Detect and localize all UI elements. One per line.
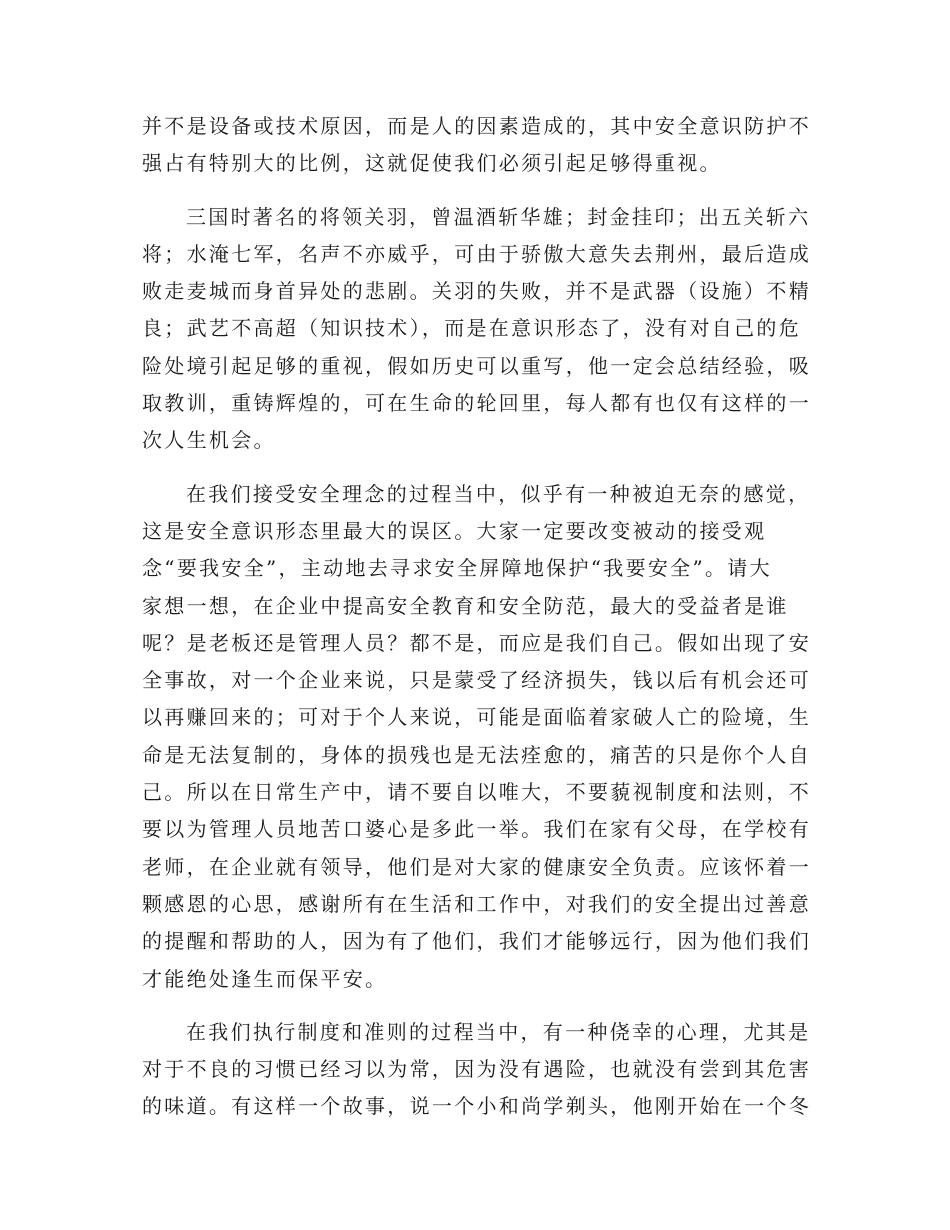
paragraph-line: 要以为管理人员地苦口婆心是多此一举。我们在家有父母，在学校有: [142, 817, 811, 842]
paragraph-line: 取教训，重铸辉煌的，可在生命的轮回里，每人都有也仅有这样的一: [142, 391, 811, 416]
paragraph-line: 三国时著名的将领关羽，曾温酒斩华雄；封金挂印；出五关斩六: [186, 204, 811, 229]
paragraph-line: 强占有特别大的比例，这就促使我们必须引起足够得重视。: [142, 151, 722, 176]
paragraph-line: 败走麦城而身首异处的悲剧。关羽的失败，并不是武器（设施）不精: [142, 279, 811, 304]
paragraph-line: 才能绝处逢生而保平安。: [142, 966, 388, 991]
paragraph-line: 的味道。有这样一个故事，说一个小和尚学剃头，他刚开始在一个冬: [142, 1094, 811, 1119]
paragraph-line: 并不是设备或技术原因，而是人的因素造成的，其中安全意识防护不: [142, 114, 811, 138]
paragraph-3: [142, 476, 811, 998]
paragraph-line: 颗感恩的心思，感谢所有在生活和工作中，对我们的安全提出过善意: [142, 891, 811, 916]
paragraph-line: 呢？是老板还是管理人员？都不是，而应是我们自己。假如出现了安: [142, 630, 811, 655]
paragraph-line: 在我们执行制度和准则的过程当中，有一种侥幸的心理，尤其是: [186, 1019, 811, 1044]
document-page: [142, 108, 811, 1142]
paragraph-4: [142, 1014, 811, 1126]
paragraph-line: 在我们接受安全理念的过程当中，似乎有一种被迫无奈的感觉，: [186, 481, 811, 506]
paragraph-line: 的提醒和帮助的人，因为有了他们，我们才能够远行，因为他们我们: [142, 929, 811, 954]
paragraph-line: 命是无法复制的，身体的损残也是无法痊愈的，痛苦的只是你个人自: [142, 742, 811, 767]
paragraph-line: 险处境引起足够的重视，假如历史可以重写，他一定会总结经验，吸: [142, 353, 811, 378]
paragraph-line: 老师，在企业就有领导，他们是对大家的健康安全负责。应该怀着一: [142, 854, 811, 879]
paragraph-line: 念“要我安全”，主动地去寻求安全屏障地保护“我要安全”。请大: [142, 556, 772, 581]
paragraph-line: 对于不良的习惯已经习以为常，因为没有遇险，也就没有尝到其危害: [142, 1057, 811, 1082]
paragraph-line: 良；武艺不高超（知识技术），而是在意识形态了，没有对自己的危: [142, 316, 801, 341]
paragraph-1: [142, 108, 811, 183]
paragraph-line: 全事故，对一个企业来说，只是蒙受了经济损失，钱以后有机会还可: [142, 668, 811, 693]
paragraph-line: 家想一想，在企业中提高安全教育和安全防范，最大的受益者是谁: [142, 593, 789, 618]
paragraph-line: 这是安全意识形态里最大的误区。大家一定要改变被动的接受观: [142, 518, 767, 543]
paragraph-line: 以再赚回来的；可对于个人来说，可能是面临着家破人亡的险境，生: [142, 705, 811, 730]
paragraph-2: [142, 199, 811, 460]
paragraph-line: 将；水淹七军，名声不亦威乎，可由于骄傲大意失去荆州，最后造成: [142, 241, 811, 266]
paragraph-line: 次人生机会。: [142, 428, 276, 453]
paragraph-line: 己。所以在日常生产中，请不要自以唯大，不要藐视制度和法则，不: [142, 780, 811, 805]
